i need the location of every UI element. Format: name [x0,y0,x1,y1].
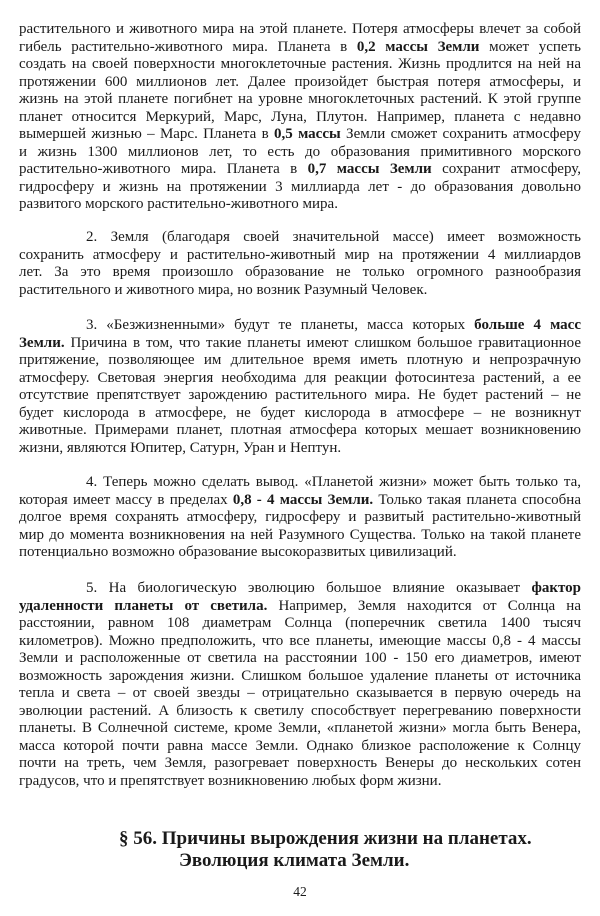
text-line [19,580,581,598]
bold-text: Земли. [19,334,65,351]
paragraph-3 [19,317,581,457]
text-line [19,440,581,458]
text-run: жизни, являются Юпитер, Сатурн, Уран и Нептун. [19,439,342,456]
text-run: гидросферу и жизнь на протяжении 3 миллиарда лет - до образования довольно [19,178,581,195]
text-line [19,650,581,668]
text-run: растительно-животного мира. Планета в [19,161,308,177]
text-run: 5. На биологическую эволюцию большое влияние оказывает [86,580,532,596]
text-run: протяжении 600 миллионов лет. Далее произойдет быстрая потеря атмосферы, и [19,73,581,90]
text-run: которая имеет массу в пределах [19,491,233,508]
text-line [19,474,581,492]
bold-text: фактор [531,580,581,596]
text-line [19,229,581,247]
paragraph-4 [19,474,581,562]
text-run: 3. «Безжизненными» будут те планеты, масса которых [86,317,475,333]
section-heading-line-2: Эволюция климата Земли. [179,850,410,871]
text-line [19,91,581,109]
text-line [19,544,581,562]
text-line [19,126,581,144]
text-line [19,264,581,282]
text-run: сохранит атмосферу, [431,161,582,177]
text-run: притяжение, позволяющее им длительное время иметь плотную и непрозрачную [19,352,581,368]
text-line [19,668,581,686]
text-line [19,161,581,179]
text-line [19,282,581,300]
text-line [19,109,581,127]
text-run: 4. Теперь можно сделать вывод. «Планетой жизни» может быть только та, [86,474,581,490]
bold-text: удаленности планеты от светила. [19,597,268,614]
text-line [19,247,581,265]
bold-text: 0,2 массы Земли [356,38,480,55]
text-run: развитого морского растительно-животного мира. [19,196,338,212]
text-run: и жизнь 1300 миллионов лет, то есть до образования примитивного морского [19,143,581,160]
text-run: может успеть [479,38,581,55]
text-line [19,179,581,197]
paragraph-2 [19,229,581,299]
text-run: растительного и животного мира, но возник Разумный Человек. [19,281,428,298]
text-run: потенциально возможно образование высокоразвитых цивилизаций. [19,544,457,560]
text-line [19,527,581,545]
text-line [19,598,581,616]
text-run: отсутствие препятствует зарождению растительного мира. Не будет растений – не [19,387,581,403]
text-run: гибель растительно-животного мира. Планета в [19,38,357,55]
text-run: растительного и животного мира на этой планете. Потеря атмосферы влечет за собой [19,21,581,37]
text-line [19,317,581,335]
text-run: долгое время сохранять атмосферу, гидросферу и развитый растительно-животный [19,509,581,525]
text-line [19,196,581,214]
text-run: масса которой почти равна массе Земли. Однако близкое расположение к Солнцу [19,737,581,754]
text-run: Только такая планета способна [373,491,581,508]
text-run: Причина в том, что такие планеты имеют слишком большое гравитационное [64,334,581,351]
text-run: жизнь на этой планете погибнет на уровне многоклеточных растений. К этой группе [19,91,581,107]
text-line [19,685,581,703]
text-run: градусов, что и препятствует возникновению любых форм жизни. [19,772,442,789]
text-run: Земли и расположенные от светила на расстоянии 100 - 150 его диаметров, имеют [19,650,581,666]
text-run: километров). Можно предположить, что все планеты, имеющие массы 0,8 - 4 массы [19,632,581,649]
text-line [19,144,581,162]
text-line [19,370,581,388]
text-run: Например, Земля находится от Солнца на [267,597,581,614]
text-run: вымершей жизнью – Марс. Планета в [19,126,274,142]
text-run: мир до момента возникновения на ней Разумного Существа. Только на такой планете [19,526,581,543]
text-run: сохранить атмосферу и растительно-животный мир на протяжении 4 миллиардов [19,246,581,263]
bold-text: больше 4 масс [474,317,581,333]
text-line [19,74,581,92]
section-heading [0,828,600,874]
text-line [19,422,581,440]
page-number: 42 [293,884,307,899]
text-line [19,755,581,773]
bold-text: 0,7 массы Земли [307,161,432,177]
text-line [19,335,581,353]
bold-text: 0,8 - 4 массы Земли. [232,491,374,508]
text-line [19,56,581,74]
text-run: возможность зарождения жизни. Слишком большое удаление планеты от источника [19,667,581,684]
text-run: тепла и света – от своей звезды – отрицательно сказывается в первую очередь на [19,685,581,701]
section-heading-line-1: § 56. Причины вырождения жизни на планетах. [119,828,532,849]
bold-text: 0,5 массы [273,126,341,142]
text-run: планеты. В Солнечной системе, кроме Земли, «планетой жизни» могла быть Венера, [19,720,581,736]
paragraph-5 [19,580,581,790]
paragraph-1 [19,21,581,214]
text-line [19,720,581,738]
text-run: планет относится Меркурий, Марс, Луна, Плутон. Например, планета с недавно [19,108,581,125]
text-run: расстоянии, равном 108 диаметрам Солнца (поперечник светила 1400 тысяч [19,615,581,631]
text-run: атмосферу. Световая энергия необходима для реакции фотосинтеза растений, а ее [19,369,581,386]
text-line [19,387,581,405]
text-line [19,738,581,756]
text-run: будет кислорода в атмосфере, не будет кислорода в атмосфере – не возникнут [19,404,581,421]
text-line [19,21,581,39]
text-run: эволюции растений. А близость к светилу способствует перегреванию поверхности [19,702,581,719]
text-run: 2. Земля (благодаря своей значительной массе) имеет возможность [86,229,581,245]
text-run: почти на треть, чем Земля, разогревает поверхность Венеры до нескольких сотен [19,755,581,771]
text-line [19,703,581,721]
text-line [19,39,581,57]
text-line [19,405,581,423]
text-line [19,633,581,651]
text-run: лет. За это время произошло образование не только огромного разнообразия [19,264,581,280]
text-line [19,615,581,633]
text-line [19,773,581,791]
text-run: животные. Примерами планет, плотная атмосфера которых мешает возникновению [19,422,581,438]
text-line [19,492,581,510]
text-line [19,352,581,370]
text-run: Земли сможет сохранить атмосферу [340,126,581,142]
text-line [19,509,581,527]
text-run: создать на своей поверхности многоклеточные растения. Жизнь продлится на ней на [19,56,581,72]
